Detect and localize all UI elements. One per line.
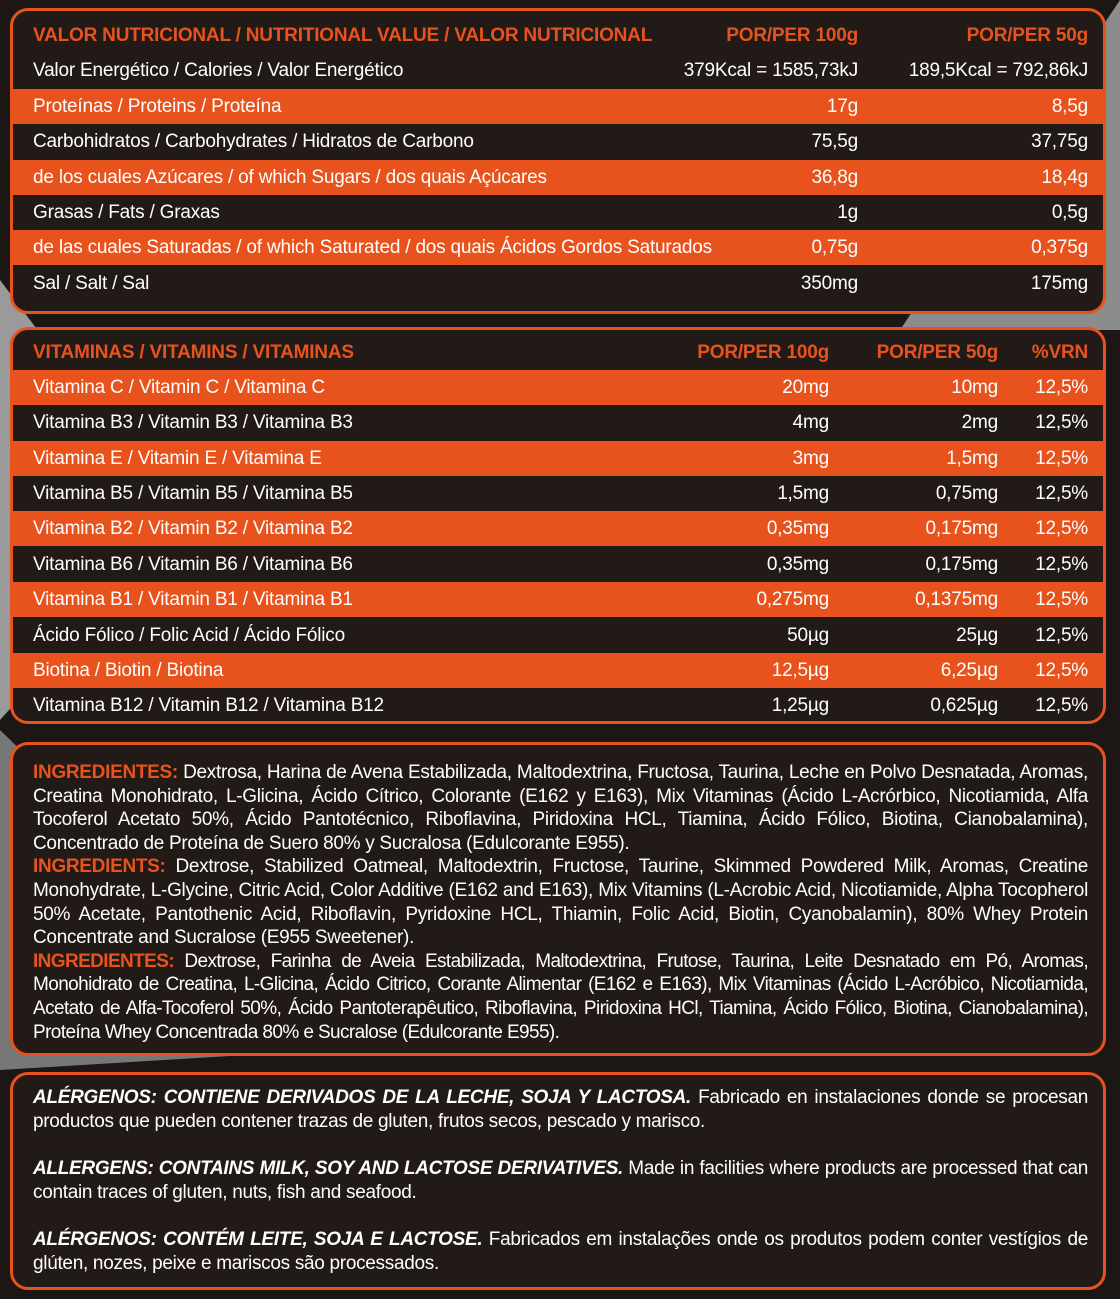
nutrition-header-label: VALOR NUTRICIONAL / NUTRITIONAL VALUE / VALOR NUTRICIONAL [33,25,653,46]
vitamin-vrn: 12,5% [1035,554,1088,575]
vitamin-value-100g: 0,275mg [756,589,829,610]
nutrition-header-per100: POR/PER 100g [726,25,858,46]
vitamin-vrn: 12,5% [1035,518,1088,539]
ingredients-list: Dextrosa, Harina de Avena Estabilizada, Maltodextrina, Fructosa, Taurina, Leche en Polvo Desnatada, Aromas, Creatina Monohidrato, L-Glicina, Ácido Cítrico, Colorante (E162 y E163), Mix Vitaminas (Ácido L-Acrórbico, Nicotiamida, Alfa Tocoferol Acetato 50%, Ácido Pantotécnico, Riboflavina, Piridoxina HCL, Tiamina, Ácido Fólico, Biotina, Cianobalamina), Concentrado de Proteína de Suero 80% y Sucralosa (Edulcorante E955). [33,762,1088,854]
allergens-statement: ALLERGENS: CONTAINS MILK, SOY AND LACTOSE DERIVATIVES. [33,1158,624,1180]
nutrient-value-50g: 0,375g [1031,237,1088,258]
vitamin-row [13,405,1103,440]
vitamin-vrn: 12,5% [1035,448,1088,469]
vitamin-value-100g: 3mg [792,448,829,469]
nutrient-value-50g: 0,5g [1051,202,1088,223]
nutrition-header-row [13,18,1103,53]
nutrient-value-100g: 379Kcal = 1585,73kJ [683,60,858,81]
vitamin-vrn: 12,5% [1035,589,1088,610]
nutrient-label: Grasas / Fats / Graxas [33,202,220,223]
vitamin-value-100g: 4mg [792,412,829,433]
vitamins-header-per100: POR/PER 100g [697,342,829,363]
allergens-paragraph-en [33,1157,1088,1204]
vitamins-header-vrn: %VRN [1031,342,1088,363]
nutrition-row [13,124,1103,159]
vitamin-vrn: 12,5% [1035,625,1088,646]
vitamin-value-100g: 12,5µg [771,660,829,681]
nutrient-label: de las cuales Saturadas / of which Saturated / dos quais Ácidos Gordos Saturados [33,237,712,258]
ingredients-list: Dextrose, Farinha de Aveia Estabilizada, Maltodextrina, Frutose, Taurina, Leite Desnatado em Pó, Aromas, Monohidrato de Creatina, L-Glicina, Ácido Citrico, Corante Alimentar (E162 e E163), Mix Vitaminas (Ácido L-Acróbico, Nicotiamida, Acetato de Alfa-Tocoferol 50%, Ácido Pantoterapêutico, Riboflavina, Piridoxina HCl, Tiamina, Ácido Fólico, Biotina, Cianobalamina), Proteína Whey Concentrada 80% e Sucralose (Edulcorante E955). [33,950,1088,1043]
vitamin-row [13,653,1103,688]
nutrient-value-50g: 189,5Kcal = 792,86kJ [908,60,1088,81]
vitamin-label: Vitamina B1 / Vitamin B1 / Vitamina B1 [33,589,353,610]
nutrient-value-100g: 1g [837,202,858,223]
vitamin-value-100g: 1,25µg [771,695,829,716]
vitamin-row [13,688,1103,723]
ingredients-paragraph-en [33,855,1088,949]
ingredients-text [33,761,1088,1044]
ingredients-paragraph-es [33,761,1088,855]
nutrient-label: Carbohidratos / Carbohydrates / Hidratos de Carbono [33,131,474,152]
vitamin-value-50g: 0,175mg [925,518,998,539]
nutrient-value-50g: 18,4g [1041,167,1088,188]
vitamin-vrn: 12,5% [1035,412,1088,433]
nutrition-row [13,89,1103,124]
allergens-text [33,1086,1088,1276]
vitamin-label: Vitamina B12 / Vitamin B12 / Vitamina B12 [33,695,384,716]
vitamin-row [13,370,1103,405]
vitamin-value-50g: 0,625µg [930,695,998,716]
vitamin-label: Vitamina B3 / Vitamin B3 / Vitamina B3 [33,412,353,433]
nutrient-value-100g: 75,5g [811,131,858,152]
vitamin-value-100g: 20mg [782,377,829,398]
vitamin-value-100g: 1,5mg [777,483,829,504]
vitamins-header-per50: POR/PER 50g [876,342,998,363]
vitamin-label: Vitamina E / Vitamin E / Vitamina E [33,448,322,469]
vitamin-value-50g: 2mg [961,412,998,433]
nutrient-label: Proteínas / Proteins / Proteína [33,96,282,117]
vitamin-value-100g: 0,35mg [766,554,829,575]
vitamin-row [13,476,1103,511]
ingredients-label: INGREDIENTES: [33,950,175,972]
vitamin-label: Vitamina B6 / Vitamin B6 / Vitamina B6 [33,554,353,575]
vitamin-row [13,441,1103,476]
vitamin-value-50g: 10mg [951,377,998,398]
vitamin-value-50g: 0,75mg [935,483,998,504]
vitamin-row [13,511,1103,546]
vitamins-header-label: VITAMINAS / VITAMINS / VITAMINAS [33,342,354,363]
ingredients-section [10,742,1106,1056]
vitamin-row [13,618,1103,653]
nutrient-value-50g: 37,75g [1031,131,1088,152]
vitamin-label: Biotina / Biotin / Biotina [33,660,224,681]
vitamin-label: Vitamina B5 / Vitamin B5 / Vitamina B5 [33,483,353,504]
vitamin-value-50g: 25µg [956,625,998,646]
vitamin-value-100g: 50µg [787,625,829,646]
nutrient-value-100g: 350mg [800,273,858,294]
vitamin-value-50g: 0,1375mg [915,589,998,610]
ingredients-label: INGREDIENTS: [33,856,166,878]
vitamin-value-100g: 0,35mg [766,518,829,539]
nutrition-row [13,53,1103,88]
vitamin-row [13,547,1103,582]
vitamin-vrn: 12,5% [1035,483,1088,504]
allergens-note: Made in facilities where products are processed that can contain traces of gluten, nuts, fish and seafood. [33,1158,1088,1203]
ingredients-paragraph-pt [33,950,1088,1044]
vitamin-value-50g: 1,5mg [946,448,998,469]
nutrition-row [13,230,1103,265]
nutrition-row [13,160,1103,195]
nutrition-row [13,266,1103,301]
allergens-note: Fabricado en instalaciones donde se procesan productos que pueden contener trazas de gluten, frutos secos, pescado y marisco. [33,1087,1089,1132]
vitamin-value-50g: 0,175mg [925,554,998,575]
ingredients-list: Dextrose, Stabilized Oatmeal, Maltodextrin, Fructose, Taurine, Skimmed Powdered Milk, Aromas, Creatine Monohydrate, L-Glycine, Citric Acid, Color Additive (E162 and E163), Mix Vitamins (L-Acrobic Acid, Nicotiamide, Alpha Tocopherol 50% Acetate, Pantothenic Acid, Riboflavin, Pyridoxine HCL, Thiamin, Folic Acid, Biotin, Cyanobalamin), 80% Whey Protein Concentrate and Sucralose (E955 Sweetener). [33,856,1088,949]
vitamins-table [10,327,1106,724]
nutrient-label: de los cuales Azúcares / of which Sugars / dos quais Açúcares [33,167,547,188]
nutrient-value-50g: 8,5g [1051,96,1088,117]
allergens-statement: ALÉRGENOS: CONTIENE DERIVADOS DE LA LECHE, SOJA Y LACTOSA. [33,1087,692,1108]
allergens-paragraph-es [33,1086,1088,1133]
allergens-section [10,1072,1106,1290]
nutrient-value-100g: 17g [826,96,858,117]
vitamin-value-50g: 6,25µg [940,660,998,681]
vitamins-header-row [13,335,1103,370]
vitamin-vrn: 12,5% [1035,377,1088,398]
allergens-statement: ALÉRGENOS: CONTÉM LEITE, SOJA E LACTOSE. [33,1229,483,1251]
nutrition-table [10,8,1106,314]
vitamin-vrn: 12,5% [1035,695,1088,716]
nutrient-label: Sal / Salt / Sal [33,273,150,294]
vitamin-label: Vitamina C / Vitamin C / Vitamina C [33,377,325,398]
nutrition-header-per50: POR/PER 50g [966,25,1088,46]
vitamin-row [13,582,1103,617]
nutrient-value-100g: 36,8g [811,167,858,188]
allergens-paragraph-pt [33,1228,1088,1275]
vitamin-vrn: 12,5% [1035,660,1088,681]
nutrient-value-50g: 175mg [1030,273,1088,294]
vitamin-label: Ácido Fólico / Folic Acid / Ácido Fólico [33,625,345,646]
vitamin-label: Vitamina B2 / Vitamin B2 / Vitamina B2 [33,518,353,539]
allergens-note: Fabricados em instalações onde os produtos podem conter vestígios de glúten, nozes, peixe e mariscos são processados. [33,1229,1088,1274]
ingredients-label: INGREDIENTES: [33,762,178,783]
nutrient-label: Valor Energético / Calories / Valor Energético [33,60,404,81]
nutrient-value-100g: 0,75g [811,237,858,258]
nutrition-row [13,195,1103,230]
